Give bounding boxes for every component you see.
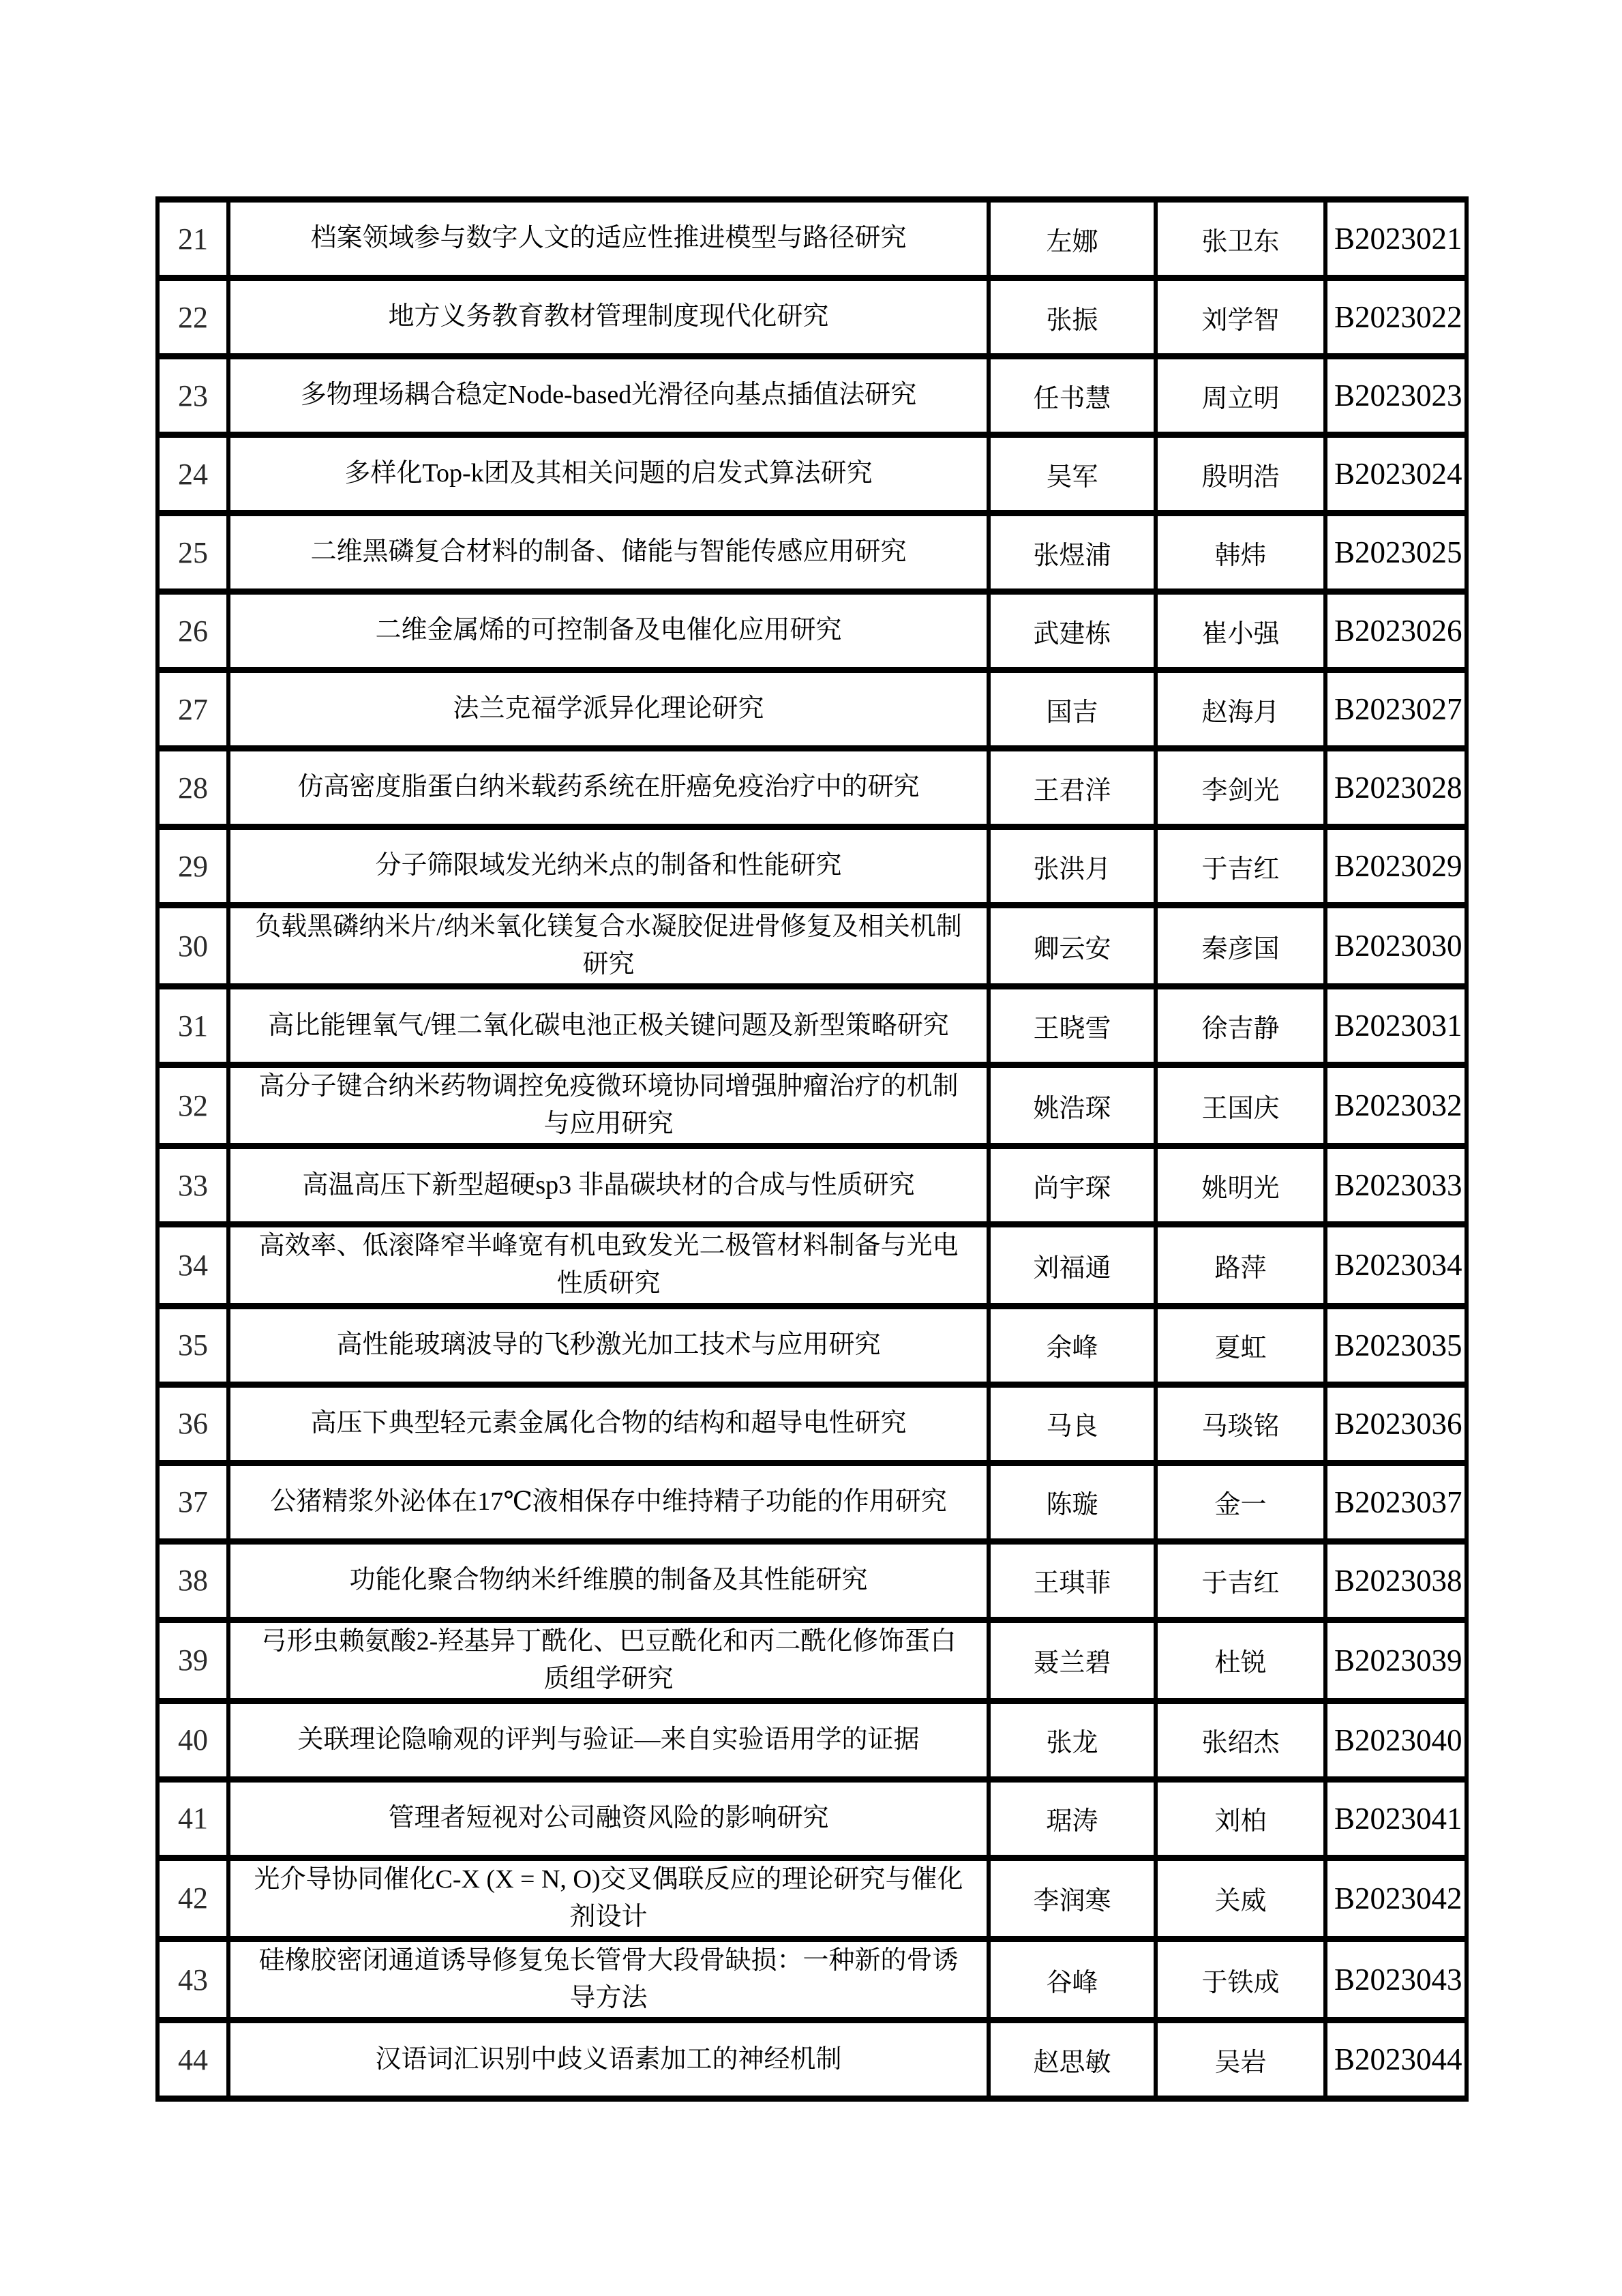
project-code-cell: B2023024 <box>1325 435 1467 513</box>
project-title-cell: 二维黑磷复合材料的制备、储能与智能传感应用研究 <box>228 513 989 592</box>
author-name-cell: 刘福通 <box>989 1225 1156 1306</box>
supervisor-name-cell: 于吉红 <box>1156 827 1325 906</box>
project-code-cell: B2023023 <box>1325 357 1467 435</box>
project-title-cell: 高温高压下新型超硬sp3 非晶碳块材的合成与性质研究 <box>228 1146 989 1225</box>
table-row <box>157 513 1467 592</box>
project-title-cell: 负载黑磷纳米片/纳米氧化镁复合水凝胶促进骨修复及相关机制研究 <box>228 906 989 987</box>
supervisor-name-cell: 殷明浩 <box>1156 435 1325 513</box>
table-row <box>157 906 1467 987</box>
project-code-cell: B2023036 <box>1325 1384 1467 1463</box>
table-row <box>157 987 1467 1065</box>
row-number-cell: 42 <box>157 1858 228 1939</box>
project-code-cell: B2023030 <box>1325 906 1467 987</box>
project-title-cell: 地方义务教育教材管理制度现代化研究 <box>228 278 989 357</box>
project-code-cell: B2023029 <box>1325 827 1467 906</box>
project-title-cell: 高压下典型轻元素金属化合物的结构和超导电性研究 <box>228 1384 989 1463</box>
supervisor-name-cell: 夏虹 <box>1156 1306 1325 1384</box>
project-title-cell: 多样化Top-k团及其相关问题的启发式算法研究 <box>228 435 989 513</box>
project-title-cell: 光介导协同催化C-X (X = N, O)交叉偶联反应的理论研究与催化剂设计 <box>228 1858 989 1939</box>
project-title-cell: 高分子键合纳米药物调控免疫微环境协同增强肿瘤治疗的机制与应用研究 <box>228 1065 989 1146</box>
supervisor-name-cell: 路萍 <box>1156 1225 1325 1306</box>
table-row <box>157 1701 1467 1779</box>
author-name-cell: 张龙 <box>989 1701 1156 1779</box>
project-title-cell: 管理者短视对公司融资风险的影响研究 <box>228 1779 989 1858</box>
project-code-cell: B2023021 <box>1325 200 1467 278</box>
author-name-cell: 陈璇 <box>989 1463 1156 1541</box>
row-number-cell: 21 <box>157 200 228 278</box>
project-title-cell: 弓形虫赖氨酸2-羟基异丁酰化、巴豆酰化和丙二酰化修饰蛋白质组学研究 <box>228 1620 989 1701</box>
author-name-cell: 国吉 <box>989 670 1156 749</box>
row-number-cell: 44 <box>157 2021 228 2099</box>
supervisor-name-cell: 李剑光 <box>1156 749 1325 827</box>
row-number-cell: 38 <box>157 1541 228 1620</box>
row-number-cell: 34 <box>157 1225 228 1306</box>
row-number-cell: 26 <box>157 592 228 670</box>
table-row <box>157 1620 1467 1701</box>
author-name-cell: 任书慧 <box>989 357 1156 435</box>
project-code-cell: B2023027 <box>1325 670 1467 749</box>
supervisor-name-cell: 关威 <box>1156 1858 1325 1939</box>
row-number-cell: 23 <box>157 357 228 435</box>
supervisor-name-cell: 徐吉静 <box>1156 987 1325 1065</box>
author-name-cell: 左娜 <box>989 200 1156 278</box>
table-row <box>157 357 1467 435</box>
row-number-cell: 29 <box>157 827 228 906</box>
supervisor-name-cell: 吴岩 <box>1156 2021 1325 2099</box>
author-name-cell: 卿云安 <box>989 906 1156 987</box>
author-name-cell: 聂兰碧 <box>989 1620 1156 1701</box>
supervisor-name-cell: 马琰铭 <box>1156 1384 1325 1463</box>
supervisor-name-cell: 崔小强 <box>1156 592 1325 670</box>
project-code-cell: B2023044 <box>1325 2021 1467 2099</box>
project-code-cell: B2023039 <box>1325 1620 1467 1701</box>
table-row <box>157 670 1467 749</box>
supervisor-name-cell: 秦彦国 <box>1156 906 1325 987</box>
table-row <box>157 1065 1467 1146</box>
table-row <box>157 1779 1467 1858</box>
project-title-cell: 二维金属烯的可控制备及电催化应用研究 <box>228 592 989 670</box>
table-row <box>157 1225 1467 1306</box>
author-name-cell: 姚浩琛 <box>989 1065 1156 1146</box>
project-code-cell: B2023022 <box>1325 278 1467 357</box>
supervisor-name-cell: 于吉红 <box>1156 1541 1325 1620</box>
project-code-cell: B2023026 <box>1325 592 1467 670</box>
author-name-cell: 张煜浦 <box>989 513 1156 592</box>
row-number-cell: 32 <box>157 1065 228 1146</box>
author-name-cell: 赵思敏 <box>989 2021 1156 2099</box>
row-number-cell: 40 <box>157 1701 228 1779</box>
supervisor-name-cell: 赵海月 <box>1156 670 1325 749</box>
supervisor-name-cell: 韩炜 <box>1156 513 1325 592</box>
supervisor-name-cell: 金一 <box>1156 1463 1325 1541</box>
project-title-cell: 分子筛限域发光纳米点的制备和性能研究 <box>228 827 989 906</box>
table-row <box>157 278 1467 357</box>
project-title-cell: 高比能锂氧气/锂二氧化碳电池正极关键问题及新型策略研究 <box>228 987 989 1065</box>
table-row <box>157 827 1467 906</box>
author-name-cell: 张振 <box>989 278 1156 357</box>
supervisor-name-cell: 刘学智 <box>1156 278 1325 357</box>
author-name-cell: 武建栋 <box>989 592 1156 670</box>
row-number-cell: 39 <box>157 1620 228 1701</box>
row-number-cell: 36 <box>157 1384 228 1463</box>
project-code-cell: B2023043 <box>1325 1939 1467 2020</box>
project-code-cell: B2023037 <box>1325 1463 1467 1541</box>
project-title-cell: 档案领域参与数字人文的适应性推进模型与路径研究 <box>228 200 989 278</box>
row-number-cell: 33 <box>157 1146 228 1225</box>
project-code-cell: B2023031 <box>1325 987 1467 1065</box>
row-number-cell: 25 <box>157 513 228 592</box>
project-title-cell: 公猪精浆外泌体在17℃液相保存中维持精子功能的作用研究 <box>228 1463 989 1541</box>
author-name-cell: 王晓雪 <box>989 987 1156 1065</box>
project-code-cell: B2023033 <box>1325 1146 1467 1225</box>
project-title-cell: 汉语词汇识别中歧义语素加工的神经机制 <box>228 2021 989 2099</box>
table-row <box>157 2021 1467 2099</box>
author-name-cell: 尚宇琛 <box>989 1146 1156 1225</box>
table-row <box>157 1541 1467 1620</box>
table-row <box>157 435 1467 513</box>
table-row <box>157 1858 1467 1939</box>
table-row <box>157 1384 1467 1463</box>
author-name-cell: 马良 <box>989 1384 1156 1463</box>
author-name-cell: 琚涛 <box>989 1779 1156 1858</box>
author-name-cell: 吴军 <box>989 435 1156 513</box>
project-code-cell: B2023041 <box>1325 1779 1467 1858</box>
row-number-cell: 27 <box>157 670 228 749</box>
row-number-cell: 24 <box>157 435 228 513</box>
projects-table <box>155 196 1469 2102</box>
supervisor-name-cell: 周立明 <box>1156 357 1325 435</box>
supervisor-name-cell: 王国庆 <box>1156 1065 1325 1146</box>
projects-table-body <box>157 200 1467 2099</box>
project-code-cell: B2023034 <box>1325 1225 1467 1306</box>
project-title-cell: 仿高密度脂蛋白纳米载药系统在肝癌免疫治疗中的研究 <box>228 749 989 827</box>
supervisor-name-cell: 张绍杰 <box>1156 1701 1325 1779</box>
project-code-cell: B2023042 <box>1325 1858 1467 1939</box>
table-row <box>157 1939 1467 2020</box>
project-title-cell: 法兰克福学派异化理论研究 <box>228 670 989 749</box>
project-title-cell: 硅橡胶密闭通道诱导修复兔长管骨大段骨缺损：一种新的骨诱导方法 <box>228 1939 989 2020</box>
project-title-cell: 关联理论隐喻观的评判与验证—来自实验语用学的证据 <box>228 1701 989 1779</box>
author-name-cell: 王琪菲 <box>989 1541 1156 1620</box>
project-title-cell: 高性能玻璃波导的飞秒激光加工技术与应用研究 <box>228 1306 989 1384</box>
project-code-cell: B2023028 <box>1325 749 1467 827</box>
row-number-cell: 22 <box>157 278 228 357</box>
table-row <box>157 592 1467 670</box>
project-code-cell: B2023025 <box>1325 513 1467 592</box>
row-number-cell: 30 <box>157 906 228 987</box>
table-row <box>157 1146 1467 1225</box>
row-number-cell: 43 <box>157 1939 228 2020</box>
row-number-cell: 35 <box>157 1306 228 1384</box>
author-name-cell: 张洪月 <box>989 827 1156 906</box>
author-name-cell: 李润寒 <box>989 1858 1156 1939</box>
author-name-cell: 余峰 <box>989 1306 1156 1384</box>
row-number-cell: 41 <box>157 1779 228 1858</box>
row-number-cell: 37 <box>157 1463 228 1541</box>
project-title-cell: 多物理场耦合稳定Node-based光滑径向基点插值法研究 <box>228 357 989 435</box>
supervisor-name-cell: 于铁成 <box>1156 1939 1325 2020</box>
supervisor-name-cell: 刘柏 <box>1156 1779 1325 1858</box>
project-code-cell: B2023035 <box>1325 1306 1467 1384</box>
project-code-cell: B2023040 <box>1325 1701 1467 1779</box>
author-name-cell: 谷峰 <box>989 1939 1156 2020</box>
row-number-cell: 28 <box>157 749 228 827</box>
author-name-cell: 王君洋 <box>989 749 1156 827</box>
supervisor-name-cell: 姚明光 <box>1156 1146 1325 1225</box>
supervisor-name-cell: 张卫东 <box>1156 200 1325 278</box>
supervisor-name-cell: 杜锐 <box>1156 1620 1325 1701</box>
table-row <box>157 1306 1467 1384</box>
project-code-cell: B2023032 <box>1325 1065 1467 1146</box>
row-number-cell: 31 <box>157 987 228 1065</box>
project-code-cell: B2023038 <box>1325 1541 1467 1620</box>
table-row <box>157 200 1467 278</box>
project-title-cell: 高效率、低滚降窄半峰宽有机电致发光二极管材料制备与光电性质研究 <box>228 1225 989 1306</box>
project-title-cell: 功能化聚合物纳米纤维膜的制备及其性能研究 <box>228 1541 989 1620</box>
table-row <box>157 749 1467 827</box>
table-row <box>157 1463 1467 1541</box>
